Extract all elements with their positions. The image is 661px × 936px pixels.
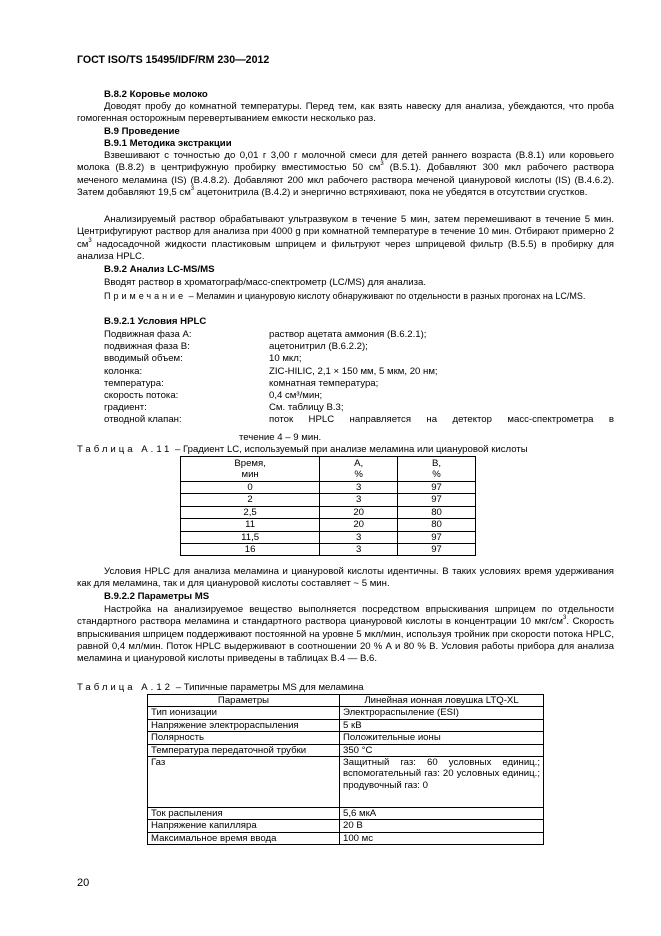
table-cell: 20	[320, 519, 398, 531]
table-cell: Максимальное время ввода	[148, 832, 340, 844]
hplc-conditions-list	[77, 329, 637, 427]
table-cell: Напряжение капилляра	[148, 820, 340, 832]
table-cell: Защитный газ: 60 условных единиц.; вспомогательный газ: 20 условных единиц.; продувочный газ: 0	[340, 757, 544, 808]
section-b922-text: Настройка на анализируемое вещество выполняется посредством впрыскивания шприцем по отдельности стандартного раствора меламина и стандартного раствора циануровой кислоты в концентрации 10 мкг/$см^3$. Скорость впрыскивания шприцем поддерживают постоянной на уровне 5 мкл/мин, используя тройник при скорости потока HPLC, равной 0,4 мл/мин. Поток HPLC выдерживают в соотношении 20 % А и 80 % В. Условия работы прибора для анализа меламина и циануровой кислоты приведены в таблицах В.4 — В.6.	[77, 604, 615, 665]
table-cell: 5,6 мкА	[340, 808, 544, 820]
table-cell: 97	[398, 494, 476, 506]
section-b922-heading: В.9.2.2 Параметры MS	[104, 591, 210, 602]
table-cell: Положительные ионы	[340, 732, 544, 744]
section-b92-note: Примечание – Меламин и циануровую кислоту обнаруживают по отдельности в разных прогонах на LC/MS.	[104, 291, 586, 301]
condition-row: подвижная фаза В: ацетонитрил (В.6.2.2);	[104, 341, 368, 353]
header-cell: В, %	[398, 457, 476, 482]
condition-row: вводимый объем: 10 мкл;	[104, 353, 302, 365]
table-row	[181, 544, 476, 556]
table-cell: 0	[181, 482, 320, 494]
table-cell: Ток распыления	[148, 808, 340, 820]
table-cell: 97	[398, 544, 476, 556]
table-row	[148, 757, 544, 808]
header-cell: Линейная ионная ловушка LTQ-XL	[340, 695, 544, 707]
table-row	[181, 482, 476, 494]
table-12	[147, 694, 544, 845]
section-b91-paragraph-1: Взвешивают с точностью до 0,01 г 3,00 г молочной смеси для детей раннего возраста (В.8.1) или коровьего молока (В.8.2) в центрифужную пробирку вместимостью 50 $см^3$ (В.5.1). Добавляют 300 мкл рабочего раствора меченого меламина (IS) (В.4.8.2). Добавляют 200 мкл рабочего раствора меченой циануровой кислоты (IS) (В.4.6.2). Затем добавляют 19,5 $см^3$ ацетонитрила (В.4.2) и энергично встряхивают, пока не убедятся в отсутствии сгустков.	[77, 150, 614, 198]
section-b82-heading: В.8.2 Коровье молоко	[104, 89, 208, 100]
condition-row: скорость потока: 0,4 см³/мин;	[104, 389, 323, 401]
document-header: ГОСТ ISO/TS 15495/IDF/RM 230—2012	[77, 54, 270, 66]
table-cell: 5 кВ	[340, 719, 544, 731]
table-cell: 11,5	[181, 531, 320, 543]
table-cell: Газ	[148, 757, 340, 808]
table-12-caption: Таблица А.12 – Типичные параметры MS для меламина	[77, 682, 364, 693]
table-cell: 20 В	[340, 820, 544, 832]
table-cell: 97	[398, 482, 476, 494]
table-cell: 2	[181, 494, 320, 506]
page-number: 20	[77, 877, 90, 889]
table-cell: 3	[320, 531, 398, 543]
table-cell: 2,5	[181, 506, 320, 518]
table-row	[181, 519, 476, 531]
table-cell: Температура передаточной трубки	[148, 744, 340, 756]
table-row	[148, 732, 544, 744]
table-header-row	[148, 695, 544, 707]
table-cell: 3	[320, 482, 398, 494]
condition-row: колонка: ZIC-HILIC, 2,1 × 150 мм, 5 мкм, 20 нм;	[104, 365, 438, 377]
table-row	[181, 531, 476, 543]
table-row	[148, 719, 544, 731]
table-cell: 80	[398, 506, 476, 518]
condition-row: градиент: См. таблицу В.3;	[104, 402, 344, 414]
condition-row: Подвижная фаза А: раствор ацетата аммония (В.6.2.1);	[104, 329, 427, 340]
table-row	[181, 494, 476, 506]
table-cell: Напряжение электрораспыления	[148, 719, 340, 731]
table-11-caption: Таблица А.11 – Градиент LC, используемый при анализе меламина или циануровой кислоты	[77, 444, 528, 455]
table-11	[180, 456, 476, 556]
header-cell: А, %	[320, 457, 398, 482]
table-cell: Тип ионизации	[148, 707, 340, 719]
table-cell: 97	[398, 531, 476, 543]
table-row	[148, 808, 544, 820]
table-row	[148, 820, 544, 832]
section-b92-text: Вводят раствор в хроматограф/масс-спектрометр (LC/MS) для анализа.	[104, 277, 427, 288]
section-b921-heading: В.9.2.1 Условия HPLC	[104, 316, 207, 327]
section-b9-heading: В.9 Проведение	[104, 126, 180, 137]
table-cell: Полярность	[148, 732, 340, 744]
condition-row: температура: комнатная температура;	[104, 377, 379, 389]
hplc-conditions-summary: Условия HPLC для анализа меламина и циануровой кислоты идентичны. В таких условиях время удерживания как для меламина, так и для циануровой кислоты составляет ~ 5 мин.	[77, 566, 614, 590]
table-cell: 16	[181, 544, 320, 556]
table-cell: 11	[181, 519, 320, 531]
section-b91-paragraph-2: Анализируемый раствор обрабатывают ультразвуком в течение 5 мин, затем перемешивают в течение 5 мин. Центрифугируют раствор для анализа при 4000 g при комнатной температуре в течение 10 мин. Отбирают примерно 2 $см^3$ надосадочной жидкости пластиковым шприцем и фильтруют через шприцевой фильтр (В.5.5) в пробирку для анализа HPLC.	[77, 214, 614, 262]
table-cell: 80	[398, 519, 476, 531]
header-cell: Время, мин	[181, 457, 320, 482]
section-b91-heading: В.9.1 Методика экстракции	[104, 138, 232, 149]
table-row	[148, 744, 544, 756]
table-cell: 100 мс	[340, 832, 544, 844]
valve-continuation: течение 4 – 9 мин.	[239, 432, 322, 443]
table-row	[148, 707, 544, 719]
table-row	[148, 832, 544, 844]
table-cell: 3	[320, 494, 398, 506]
section-b92-heading: В.9.2 Анализ LC-MS/MS	[104, 264, 215, 275]
table-row	[181, 506, 476, 518]
section-b82-text: Доводят пробу до комнатной температуры. Перед тем, как взять навеску для анализа, убеждаются, что проба гомогенная осторожным перевертыванием емкости несколько раз.	[77, 101, 614, 125]
header-cell: Параметры	[148, 695, 340, 707]
table-cell: 20	[320, 506, 398, 518]
table-header-row	[181, 457, 476, 482]
table-cell: 3	[320, 544, 398, 556]
table-cell: Электрораспыление (ESI)	[340, 707, 544, 719]
table-cell: 350 °C	[340, 744, 544, 756]
condition-row: отводной клапан: поток HPLC направляется на детектор масс-спектрометра в	[104, 414, 614, 426]
